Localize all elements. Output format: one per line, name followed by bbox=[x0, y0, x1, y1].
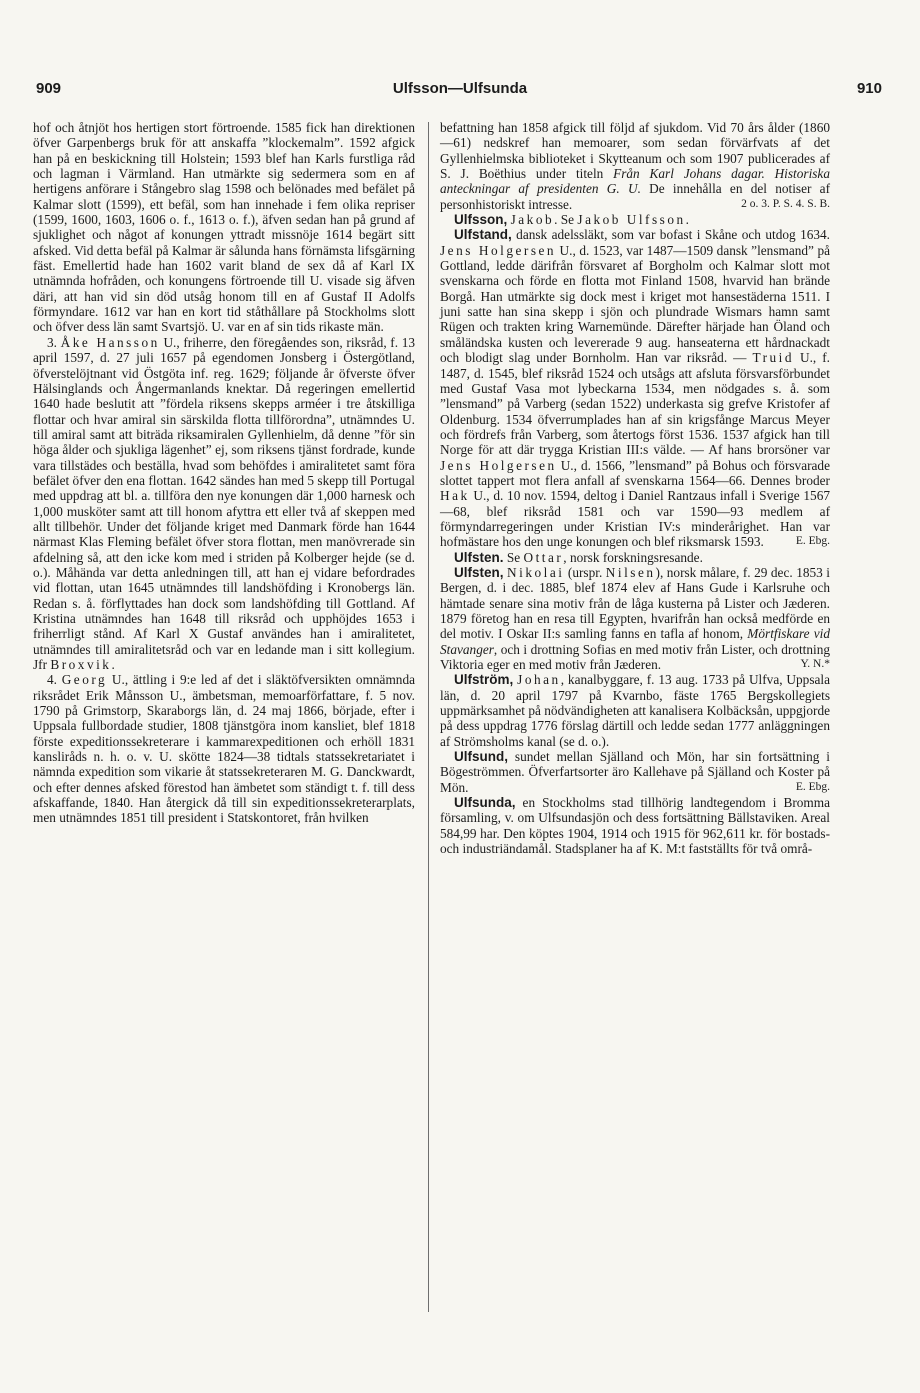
entry-ulfsund: Ulfsund, sundet mellan Själland och Mön, har sin fortsättning i Bögeströmmen. Öfverfartsorter äro Kallehave på Själland och Koster på Mön. E. Ebg. bbox=[440, 749, 830, 795]
person-name: Hak bbox=[440, 488, 470, 504]
entry-ulfstand: Ulfstand, dansk adelssläkt, som var bofast i Skåne och utdog 1634. Jens Holgersen U., d. 1523, var 1487—1509 dansk ”lensmand” på Gottland, ledde därifrån försvaret af Borgholm och Kalmar slott mot svenskarna och förde en flotta mot Finland 1508, hvarvid han brände Borgå. Han utmärkte sig dock mest i kriget mot hansestäderna 1511. I juni satte han sina skepp i sjön och plundrade Wismars hamn samt Rügen och trakten kring Warnemünde. Därefter härjade han Öland och småländska kusten och levererade 9 aug. hanseaterna ett hårdnackadt och blodigt slag under Bornholm. Han var riksråd. — Truid U., f. 1487, d. 1545, blef riksråd 1524 och utsågs att afsluta försvarsförbundet med Gustaf Vasa mot lybeckarna 1534, men nödgades s. å. som ”lensmand” på Varberg (sedan 1522) underkasta sig grefve Kristofer af Oldenburg. 1534 öfverrumplades han af sin krigsfånge Marcus Meyer och fördrefs från Varberg, som återtogs först 1536. 1537 afgick han till Norge för att där trygga Kristian III:s välde. — Af hans brorsöner var Jens Holgersen U., d. 1566, ”lensmand” på Bohus och försvarade slottet tappert mot flera anfall af svenskarna 1564—66. Dennes broder Hak U., d. 10 nov. 1594, deltog i Daniel Rantzaus infall i Sverige 1567—68, blef riksråd 1581 och var 1590—93 medlem af förmyndarregeringen under Kristian IV:s minderårighet. Han var hofmästare hos den unge konungen och blef riksmarsk 1593. E. Ebg. bbox=[440, 227, 831, 550]
artwork-title: Mörtfiskare vid Stavanger bbox=[440, 626, 831, 657]
entry-ulfsunda: Ulfsunda, en Stockholms stad tillhörig landtegendom i Bromma församling, v. om Ulfsundasjön och dess fortsättning Bällstaviken. Areal 584,99 har. Den köptes 1904, 1914 och 1915 för 962,611 kr. för bostads- och industriändamål. Stadsplaner ha af K. M:t fastställts för två områ- bbox=[440, 795, 830, 857]
page-number-left: 909 bbox=[36, 80, 62, 97]
cross-reference: Jakob Ulfsson bbox=[577, 212, 686, 228]
page-number-right: 910 bbox=[856, 80, 882, 97]
person-name: Truid bbox=[752, 350, 795, 366]
left-column bbox=[33, 120, 415, 826]
headword: Ulfsson, bbox=[454, 212, 508, 228]
person-name: Nikolai bbox=[507, 564, 565, 580]
entry-georg bbox=[33, 672, 415, 825]
person-name: Johan bbox=[517, 672, 561, 688]
entry-text: U., ättling i 9:e led af det i släktöfversikten omnämnda riksrådet Erik Månsson U., ämbetsman, memoarförfattare, f. 5 nov. 1790 på Grimstorp, Skaraborgs län, d. 24 maj 1866, började, efter i Uppsala fullbordade studier, 1808 tjänstgöra inom kansliet, blef 1818 förste expeditionssekreterare i kammarexpeditionen och erhöll 1831 kansliråds n. h. o. v. U. skötte 1824—38 tidtals statssekretariatet i nämnda expedition som vikarie åt statssekreteraren M. G. Danckwardt, och efter dennes afsked förestod han ämbetet som ständigt t. f. till dess afskaffande, 1840. Han återgick då till sin expeditionssekreterarplats, men utnämndes 1851 till president i Statskontoret, från hvilken bbox=[33, 672, 416, 826]
cross-reference: Ottar bbox=[523, 549, 564, 565]
headword: Ulfstand, bbox=[454, 227, 512, 243]
person-name: Jakob bbox=[510, 212, 555, 228]
paragraph: hof och åtnjöt hos hertigen stort förtroende. 1585 fick han direktionen öfver Garpenbergs bruk för att anskaffa ”klockemalm”. 1592 afgick han på en beskickning till Holstein; 1593 blef han Karls furstliga råd och lagman i Värmland. Han utmärkte sig sedermera som en af hertigens anförare i Stångebro slag 1598 och belönades med befälet på Kalmar slott (1599), ett befäl, som han innehade i fem olika repriser (1599, 1600, 1603, 1606 o. f., 1613 o. f.), äfven sedan han på grund af sjuklighet och något af konungen yttradt missnöje 1614 begärt sitt afsked. Vid detta befäl på Kalmar är sålunda hans förnämsta lifsgärning fäst. Emellertid hade han 1602 varit bland de sex då af Karl IX utnämnda hofråden, och konungens förtroende till U. visade sig äfven däri, att han vid sin död utsåg honom till en af Gustaf II Adolfs förmyndare. 1612 var han en kort tid ståthållare på Stockholms slott och öfver dess län samt Svartsjö. U. var en af sin tids rikaste män. bbox=[33, 120, 415, 335]
headword: Ulfsund, bbox=[454, 749, 508, 765]
entry-ulfsten-nikolai: Ulfsten, Nikolai (urspr. Nilsen), norsk målare, f. 29 dec. 1853 i Bergen, d. i dec. 1885, blef 1874 elev af Hans Gude i Karlsruhe och hämtade senare sina motiv från de låga kusterna på Lister och Jæderen. 1879 företog han en resa till Egypten, hvarifrån han också medförde en del motiv. I Oskar II:s samling fanns en tafla af honom, Mörtfiskare vid Stavanger, och i drottning Sofias en med motiv från Lister, och drottning Viktoria eger en med motiv från Jæderen. Y. N.* bbox=[440, 564, 831, 673]
headword: Ulfsten. bbox=[454, 549, 504, 565]
right-column bbox=[440, 120, 830, 857]
entry-number: 3. bbox=[47, 334, 57, 350]
entry-number: 4. bbox=[47, 672, 57, 688]
person-name: Nilsen bbox=[605, 564, 656, 580]
headword: Ulfsten, bbox=[454, 564, 504, 580]
running-title: Ulfsson—Ulfsunda bbox=[392, 80, 528, 97]
headword: Ulfström, bbox=[454, 672, 514, 688]
entry-text: U., friherre, den föregåendes son, riksråd, f. 13 april 1597, d. 27 juli 1657 på egendomen Jonsberg i Östergötland, öfverstelöjtnant vid Östgöta inf. reg. 1629; följande år öfverste öfver Hälsinglands och Ångermanlands knektar. Då regeringen emellertid 1640 hade beslutit att ”fördela riksens skepps arméer i tre åtskilliga flottar och hvar amiral sin särskilda flotta tillförordna”, utnämndes U. till amiral samt att biträda riksamiralen Gyllenhielm, då denne ”för sin höga ålder och sjukliga lägenhet” ej, som riksens tjänst fordrade, kunde vara tillstädes och beställa, hvad som behöfdes i amiralitetet samt föra befälet öfver den ena flottan. 1642 sändes han med 5 skepp till Portugal med uppdrag att bl. a. tillföra den nye konungen där 1,000 harnesk och 1,000 musköter samt att till honom afyttra ett eller två af skeppen med allt tillbehör. Under det följande kriget med Danmark förde han 1644 närmast Klas Fleming befälet öfver stora flottan, men manövrerade sin afdelning så, att den icke kom med i striden på Kolberger hejde (se d. o.). Måhända var detta anledningen till, att han ej vidare befordrades vid flottan, utan 1645 utnämndes till landshöfding i Kronobergs län. Redan s. å. förflyttades han dock som landshöfding till Gottland. Af Kristina utnämndes han 1648 till riksråd och upphöjdes 1653 i friherrligt stånd. Af Karl X Gustaf användes han i amiralitetet, utnämndes till amiralitetsråd och var en ledande man i sitt kollegium. Jfr bbox=[33, 334, 416, 673]
headword: Ulfsunda, bbox=[454, 795, 516, 811]
entry-ake-hansson: 3. Åke Hansson U., friherre, den föregåendes son, riksråd, f. 13 april 1597, d. 27 juli 1657 på egendomen Jonsberg i Östergötland, öfverstelöjtnant vid Östgöta inf. reg. 1629; följande år öfverste öfver Hälsinglands och Ångermanlands knektar. Då regeringen emellertid 1640 hade beslutit att ”fördela riksens skepps arméer i tre åtskilliga flottar och hvar amiral sin särskilda flotta tillförordna”, utnämndes U. till amiral samt att biträda riksamiralen Gyllenhielm, då denne ”för sin höga ålder och sjukliga lägenhet” ej, som riksens tjänst fordrade, kunde vara tillstädes och beställa, hvad som behöfdes i amiralitetet samt föra befälet öfver den ena flottan. 1642 sändes han med 5 skepp till Portugal med uppdrag att bl. a. tillföra den nye konungen där 1,000 harnesk och 1,000 musköter samt att till honom afyttra ett eller två af skeppen med allt tillbehör. Under det följande kriget med Danmark förde han 1644 närmast Klas Fleming befälet öfver stora flottan, men manövrerade sin afdelning så, att den icke kom med i striden på Kolberger hejde (se d. o.). Måhända var detta anledningen till, att han ej vidare befordrades vid flottan, utan 1645 utnämndes till landshöfding i Kronobergs län. Redan s. å. förflyttades han dock som landshöfding till Gottland. Af Kristina utnämndes han 1648 till riksråd och upphöjdes 1653 i friherrligt stånd. Af Karl X Gustaf användes han i amiralitetet, utnämndes till amiralitetsråd och var en ledande man i sitt kollegium. Jfr Broxvik. bbox=[33, 334, 416, 673]
column-divider bbox=[428, 122, 429, 1312]
author-signature: Y. N.* bbox=[800, 658, 830, 671]
person-name: Jens Holgersen bbox=[440, 457, 557, 473]
page-header bbox=[30, 80, 890, 104]
paragraph: befattning han 1858 afgick till följd af sjukdom. Vid 70 års ålder (1860—61) nedskref han memoarer, som sedan förvärfvats af det Gyllenhielmska biblioteket i Skytteanum och som 1907 publicerades af S. J. Boëthius under titeln Från Karl Johans dagar. Historiska anteckningar af presidenten G. U. De innehålla en del notiser af personhistoriskt intresse. 2 o. 3. P. S. 4. S. B. bbox=[440, 120, 830, 212]
author-signature: E. Ebg. bbox=[795, 535, 830, 548]
entry-ulfsson-jakob: Ulfsson, Jakob. Se Jakob Ulfsson. bbox=[454, 212, 689, 228]
person-name: Jens Holgersen bbox=[440, 242, 557, 258]
entry-ulfstrom: Ulfström, Johan, kanalbyggare, f. 13 aug. 1733 på Ulfva, Uppsala län, d. 20 april 1797 på Kvarnbo, fäste 1765 Bergskollegiets uppmärksamhet på nödvändigheten att kanalisera Kolbäcksån, uppgjorde på dess uppdrag 1776 förslag därtill och ledde sedan 1777 anläggningen af Strömsholms kanal (se d. o.). bbox=[440, 672, 831, 749]
author-signature: E. Ebg. bbox=[795, 780, 830, 793]
author-signature: 2 o. 3. P. S. 4. S. B. bbox=[741, 197, 830, 210]
person-name: Georg bbox=[61, 672, 108, 688]
entry-ulfsten-ref: Ulfsten. Se Ottar, norsk forskningsresande. bbox=[454, 549, 703, 565]
person-name: Åke Hansson bbox=[60, 334, 160, 350]
cross-reference: Broxvik bbox=[50, 657, 112, 673]
book-title: Från Karl Johans dagar. Historiska anteckningar af presidenten G. U. bbox=[440, 166, 830, 197]
